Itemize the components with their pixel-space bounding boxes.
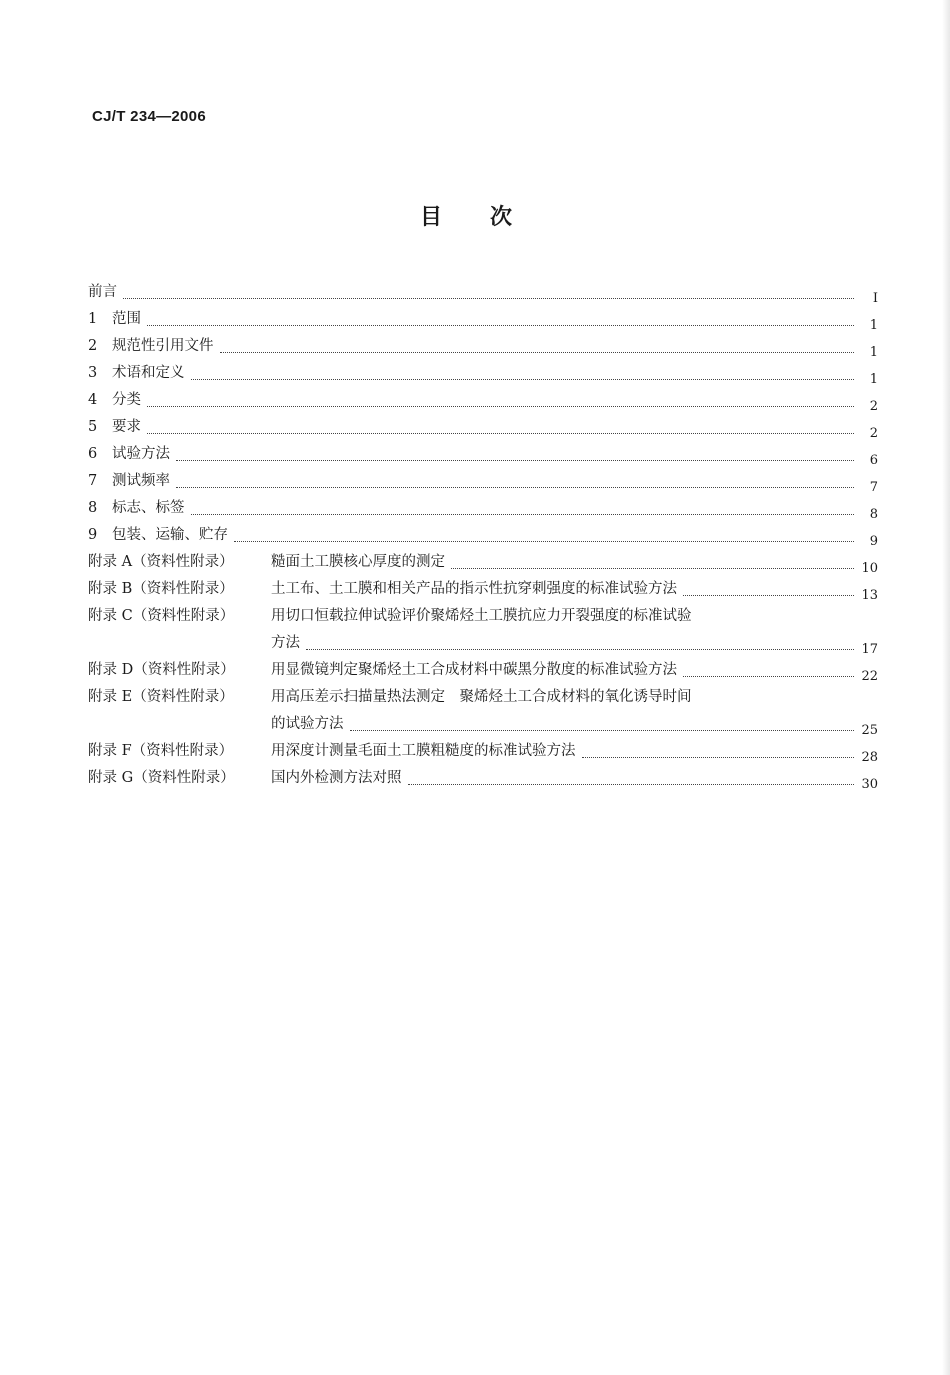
toc-entry[interactable] xyxy=(88,336,878,363)
toc-number: 9 xyxy=(88,527,98,543)
toc-page: 30 xyxy=(861,777,878,792)
toc-number: 1 xyxy=(88,311,98,327)
toc-appendix-entry[interactable] xyxy=(88,768,878,795)
toc-page: 22 xyxy=(861,669,878,684)
appendix-title: 用显微镜判定聚烯烃土工合成材料中碳黑分散度的标准试验方法 xyxy=(271,662,677,678)
toc-entry[interactable] xyxy=(88,471,878,498)
toc-label: 包装、运输、贮存 xyxy=(112,527,228,543)
toc-appendix-entry[interactable] xyxy=(88,579,878,606)
toc-page: 6 xyxy=(869,453,878,468)
appendix-title: 用切口恒载拉伸试验评价聚烯烃土工膜抗应力开裂强度的标准试验 xyxy=(271,608,692,624)
leader-dots xyxy=(306,648,854,650)
leader-dots xyxy=(147,432,854,434)
toc-number: 7 xyxy=(88,473,98,489)
toc-page: 2 xyxy=(869,426,878,441)
leader-dots xyxy=(582,756,855,758)
toc-page: 1 xyxy=(869,372,878,387)
toc-appendix-continuation[interactable] xyxy=(88,714,878,741)
toc-page: 1 xyxy=(869,318,878,333)
appendix-prefix: 附录 F（资料性附录） xyxy=(88,743,234,759)
toc-label: 范围 xyxy=(112,311,141,327)
toc-label: 试验方法 xyxy=(112,446,170,462)
leader-dots xyxy=(191,513,855,515)
appendix-prefix: 附录 E（资料性附录） xyxy=(88,689,234,705)
toc-label: 规范性引用文件 xyxy=(112,338,214,354)
leader-dots xyxy=(220,351,855,353)
toc-appendix-entry[interactable] xyxy=(88,606,878,633)
toc-entry[interactable] xyxy=(88,390,878,417)
toc-appendix-continuation[interactable] xyxy=(88,633,878,660)
leader-dots xyxy=(176,486,854,488)
leader-dots xyxy=(176,459,854,461)
appendix-prefix: 附录 G（资料性附录） xyxy=(88,770,235,786)
leader-dots xyxy=(683,594,854,596)
leader-dots xyxy=(234,540,854,542)
toc-number: 5 xyxy=(88,419,98,435)
leader-dots xyxy=(147,324,854,326)
toc-page: 17 xyxy=(861,642,878,657)
toc-number: 8 xyxy=(88,500,98,516)
toc-page: 2 xyxy=(869,399,878,414)
toc-entry[interactable] xyxy=(88,282,878,309)
appendix-title: 用深度计测量毛面土工膜粗糙度的标准试验方法 xyxy=(271,743,576,759)
leader-dots xyxy=(451,567,854,569)
toc-entry[interactable] xyxy=(88,525,878,552)
toc-page: 13 xyxy=(861,588,878,603)
appendix-title: 用高压差示扫描量热法测定 聚烯烃土工合成材料的氧化诱导时间 xyxy=(271,689,692,705)
table-of-contents xyxy=(88,282,878,795)
toc-page: 25 xyxy=(861,723,878,738)
toc-label: 术语和定义 xyxy=(112,365,185,381)
toc-label: 要求 xyxy=(112,419,141,435)
toc-entry[interactable] xyxy=(88,417,878,444)
leader-dots xyxy=(147,405,854,407)
toc-number: 4 xyxy=(88,392,98,408)
toc-page: 1 xyxy=(869,345,878,360)
page-title: 目次 xyxy=(419,205,560,230)
toc-appendix-entry[interactable] xyxy=(88,687,878,714)
toc-label: 前言 xyxy=(88,284,117,300)
toc-number: 3 xyxy=(88,365,98,381)
toc-page: 10 xyxy=(861,561,878,576)
leader-dots xyxy=(683,675,854,677)
toc-label: 分类 xyxy=(112,392,141,408)
leader-dots xyxy=(350,729,855,731)
standard-code: CJ/T 234—2006 xyxy=(92,108,206,125)
leader-dots xyxy=(191,378,855,380)
toc-entry[interactable] xyxy=(88,309,878,336)
toc-number: 2 xyxy=(88,338,98,354)
toc-page: 8 xyxy=(869,507,878,522)
toc-entry[interactable] xyxy=(88,363,878,390)
toc-number: 6 xyxy=(88,446,98,462)
toc-entry[interactable] xyxy=(88,498,878,525)
appendix-title-continued: 的试验方法 xyxy=(271,716,344,732)
toc-appendix-entry[interactable] xyxy=(88,741,878,768)
leader-dots xyxy=(123,297,854,299)
appendix-prefix: 附录 C（资料性附录） xyxy=(88,608,235,624)
toc-entry[interactable] xyxy=(88,444,878,471)
toc-page: 7 xyxy=(869,480,878,495)
appendix-title: 国内外检测方法对照 xyxy=(271,770,402,786)
appendix-title: 土工布、土工膜和相关产品的指示性抗穿刺强度的标准试验方法 xyxy=(271,581,677,597)
leader-dots xyxy=(408,783,855,785)
toc-page: I xyxy=(872,291,878,306)
toc-page: 9 xyxy=(869,534,878,549)
appendix-prefix: 附录 D（资料性附录） xyxy=(88,662,235,678)
appendix-title: 糙面土工膜核心厚度的测定 xyxy=(271,554,445,570)
appendix-prefix: 附录 B（资料性附录） xyxy=(88,581,234,597)
appendix-prefix: 附录 A（资料性附录） xyxy=(88,554,234,570)
toc-label: 标志、标签 xyxy=(112,500,185,516)
toc-label: 测试频率 xyxy=(112,473,170,489)
toc-appendix-entry[interactable] xyxy=(88,552,878,579)
appendix-title-continued: 方法 xyxy=(271,635,300,651)
toc-page: 28 xyxy=(861,750,878,765)
toc-appendix-entry[interactable] xyxy=(88,660,878,687)
